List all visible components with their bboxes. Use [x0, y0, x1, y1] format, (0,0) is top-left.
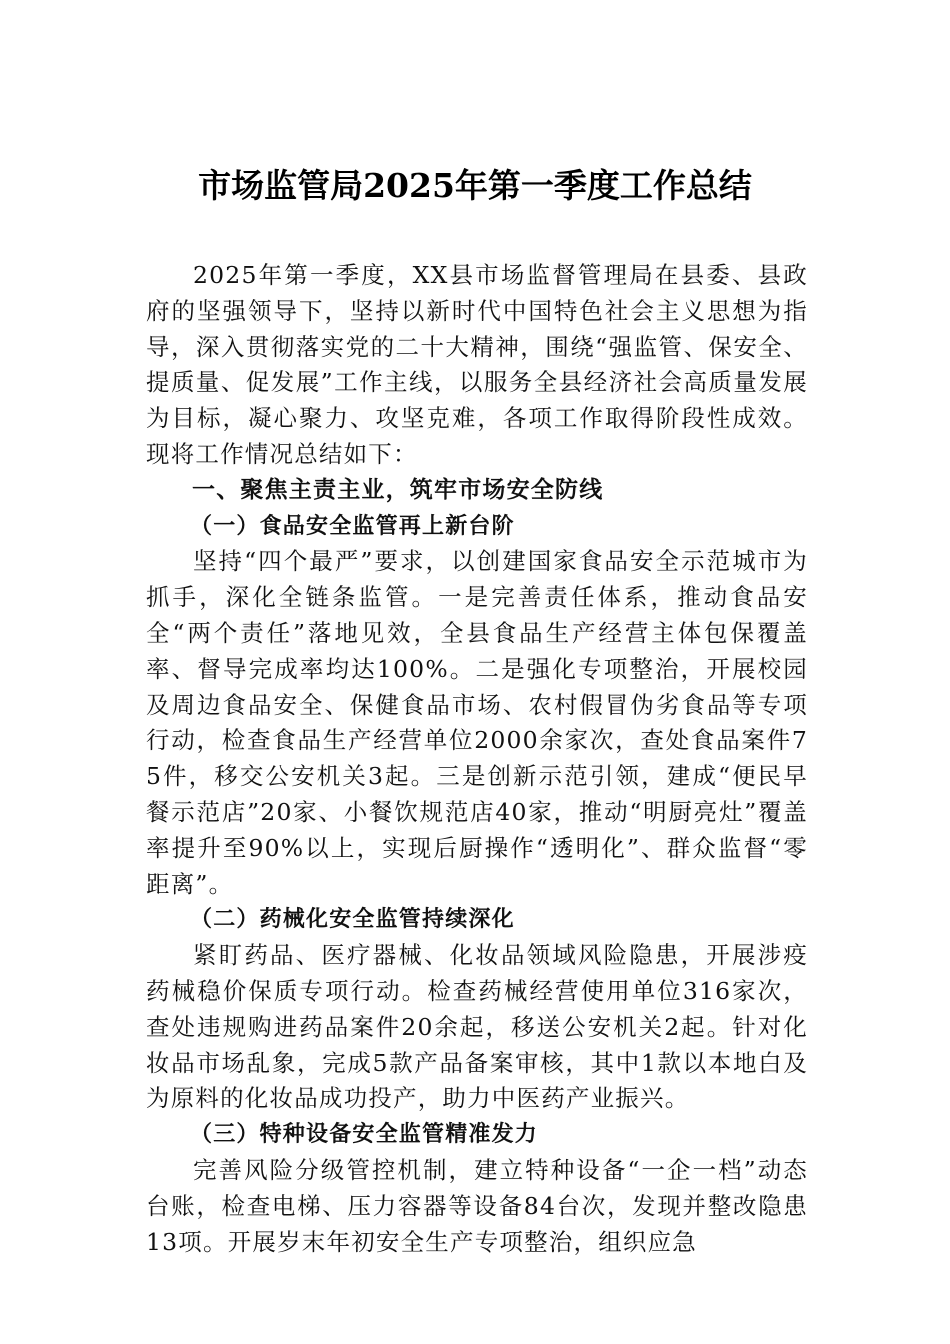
subsection-body-drug: 紧盯药品、医疗器械、化妆品领域风险隐患，开展涉疫药械稳价保质专项行动。检查药械经营使用单位316家次，查处违规购进药品案件20余起，移送公安机关2起。针对化妆品市场乱象，完成5款产品备案审核，其中1款以本地白及为原料的化妆品成功投产，助力中医药产业振兴。 — [146, 941, 808, 1113]
document-title: 市场监管局2025年第一季度工作总结 — [198, 166, 752, 205]
section-heading: 一、聚焦主责主业，筑牢市场安全防线 — [192, 476, 604, 503]
subsection-body-food: 坚持“四个最严”要求，以创建国家食品安全示范城市为抓手，深化全链条监管。一是完善责任体系，推动食品安全“两个责任”落地见效，全县食品生产经营主体包保覆盖率、督导完成率均达100%。二是强化专项整治，开展校园及周边食品安全、保健食品市场、农村假冒伪劣食品等专项行动，检查食品生产经营单位2000余家次，查处食品案件75件，移交公安机关3起。三是创新示范引领，建成“便民早餐示范店”20家、小餐饮规范店40家，推动“明厨亮灶”覆盖率提升至90%以上，实现后厨操作“透明化”、群众监督“零距离”。 — [146, 547, 808, 898]
document-body — [146, 258, 808, 1260]
subsection-heading-equipment: （三）特种设备安全监管精准发力 — [190, 1121, 539, 1148]
subsection-heading-food: （一）食品安全监管再上新台阶 — [190, 512, 515, 539]
intro-paragraph: 2025年第一季度，XX县市场监督管理局在县委、县政府的坚强领导下，坚持以新时代中国特色社会主义思想为指导，深入贯彻落实党的二十大精神，围绕“强监管、保安全、提质量、促发展”工作主线，以服务全县经济社会高质量发展为目标，凝心聚力、攻坚克难，各项工作取得阶段性成效。现将工作情况总结如下： — [146, 261, 808, 468]
subsection-body-equipment: 完善风险分级管控机制，建立特种设备“一企一档”动态台账，检查电梯、压力容器等设备84台次，发现并整改隐患13项。开展岁末年初安全生产专项整治，组织应急 — [146, 1155, 808, 1256]
subsection-heading-drug: （二）药械化安全监管持续深化 — [190, 906, 515, 933]
